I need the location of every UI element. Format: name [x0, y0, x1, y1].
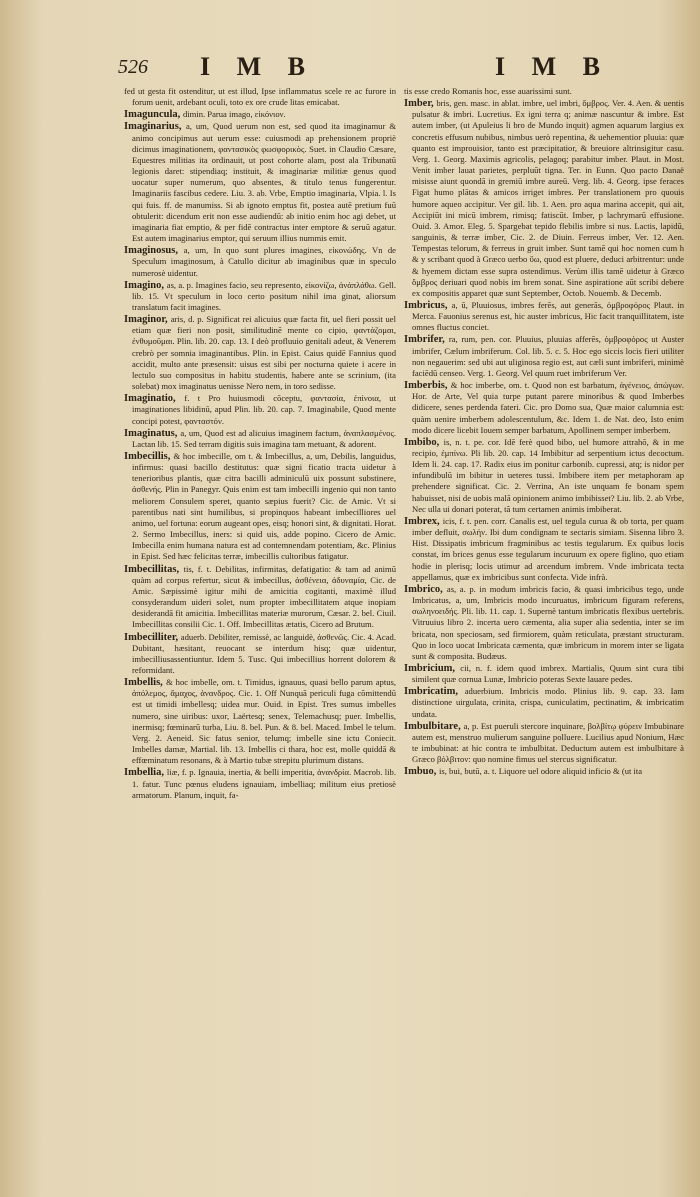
dictionary-entry: [124, 767, 396, 800]
dictionary-entry: [124, 677, 396, 766]
entry-text: is, bui, butū, a. t. Liquore uel odore aliquid inficio & (ut ita: [439, 766, 643, 777]
dictionary-entry: [404, 334, 684, 379]
entry-headword: Imbellia,: [124, 767, 167, 779]
entry-headword: Imbrifer,: [404, 334, 449, 346]
dictionary-entry: [124, 451, 396, 563]
right-column: [404, 86, 684, 1156]
dictionary-entry: [124, 121, 396, 244]
entry-text: as, a. p. in modum imbricis facio, & quasi imbricibus tego, unde Imbricatus, a, um, Imbricis modo incuruatus, imbricum figuram referens, σωληνοειδής. Pli. lib. 11. cap. 1. Supernè tantum imbricatis flexibus uertebris. Vitruuius libro 2. incerta uero cæmenta, alia super alia sedentia, inter se im bricata, non speciosam, sed firmiorem, quàm reticulata, præstant structuram. Quo in loco uocat Imbricata cæmenta, quæ imbricum in morem inter se ligata sunt & composita. Budæus.: [412, 583, 684, 661]
entry-headword: Imaginatus,: [124, 427, 181, 439]
entry-headword: Imaginor,: [124, 314, 171, 326]
dictionary-entry: [404, 721, 684, 766]
entry-text: & hoc imbelle, om. t. Timidus, ignauus, quasi bello parum aptus, ἀπόλεμος, ἄμαχος, ἀνανδρος. Cic. 1. Off Nunquã periculi fuga cõmittendū est ut timidi imbellesq; uidea mur. Ouid. in Epist. Tres sumus imbelles numero, sine uiribus: uxor, Laërtesq; senex, Telemachusq; puer. Imbellis, inermisq; fœminarū turba, Liu. 8. bel. Pun. & 8. bel. Maced. Imbel le telum. Verg. 2. Aeneid. Sic fatus senior, telumq; imbelle sine ictu Coniecit. Imbelles damæ, Martial. lib. 13. Imbellis ci thara, hoc est, molle quiddā & effœminatum resonans, & à Martio tubæ strepitu plurimum distans.: [132, 677, 396, 766]
entry-text: a, ū, Pluuiosus, imbres ferēs, aut generās, ὀμβροφόρος Plaut. in Merca. Fauonius serenus est, hic auster imbricus, Hic facit tranquillitatem, iste omnes fluctus conciet.: [412, 299, 684, 333]
entry-text: tis esse credo Romanis hoc, esse auarissimi sunt.: [404, 86, 572, 96]
entry-headword: Imber,: [404, 98, 437, 110]
entry-text: is, n. t. pe. cor. Idē ferè quod bibo, uel humore attrahō, & in me recipio, ἐμπίνω. Pli lib. 20. cap. 14 Imbibitur ad serpentium ictus decoctum. Idem li. 24. cap. 17. Radix eius im ponitur carbonib. cupressi, atq; is nidor per infundibulū im bibitur in ueteres tussi. Imbibere item per metaphoram ap prehendere significat. Cic. 2. Verrina, An iste unquam fe bonam spem habuisset, nisi de uobis malā opinionem animo imbibisset? Liu. lib. 2. ab Vrbe, Nec ulla ui donari poterat, tã tum certamen animis imbiberat.: [412, 436, 684, 514]
dictionary-entry: [124, 428, 396, 450]
entry-headword: Imbrex,: [404, 515, 443, 527]
entry-text: aduerbium. Imbricis modo. Plinius lib. 9. cap. 33. Iam distinctione uirgulata, crinita, crispa, cuniculatim, pectinatim, & imbricatim undata.: [412, 686, 684, 719]
entry-headword: Imaginarius,: [124, 121, 186, 133]
entry-text: a, um, In quo sunt plures imagines, εἰκονώδης. Vn de Speculum imaginosum, à Catullo dicitur ab imaginibus quæ in speculo numerosè uidentur.: [132, 245, 396, 278]
entry-text: as, a. p. Imagines facio, seu represento, εἰκονίζω, ἀνάπλάθω. Gell. lib. 15. Vt speculum in loco certo positum nihil ima ginat, aliorsum translatum facit imagines.: [132, 279, 396, 312]
dictionary-entry: [404, 437, 684, 515]
entry-headword: Imbrico,: [404, 583, 447, 595]
dictionary-entry: [124, 245, 396, 278]
entry-text: ra, rum, pen. cor. Pluuius, pluuias afferēs, ὀμβροφόρος ut Auster imbrifer, Cælum imbriferum. Col. lib. 5. c. 5. Hoc ego siccis locis fieri utiliter non negauerim: sed ubi aut uliginosa regio est, aut cæli sunt imbriferi, minimè faciēdū censeo. Verg. 1. Georg. Vel quum ruet imbriferum Ver.: [412, 334, 684, 378]
entry-text: f. t Pro huiusmodi cōceptu, φαντασία, ἐπίνοια, ut imaginationes libidinū, apud Plin. lib. 20. cap. 7. Imaginabile, Quod mente concipi potest, φανταστόν.: [132, 393, 396, 426]
dictionary-entry: [404, 98, 684, 299]
entry-headword: Imbricatim,: [404, 686, 465, 698]
running-head-right: I M B: [495, 52, 610, 81]
entry-text: & hoc imberbe, om. t. Quod non est barbatum, ἀγένειος, ἀπώγων. Hor. de Arte, Vel quia turpe putant parere minoribus & quod Imberbes didicere, senes perdenda fateri. Cic. pro Domo sua, Quæ maior calumnia est: quàm uenire imberbem adolescentulum, &c. Idem 1. de Nat. deo, Isto enim modo dicere licebit Iouem semper barbatum, Apollinem semper imberbem.: [412, 380, 684, 435]
page-header: [0, 52, 700, 82]
entry-text: tis, f. t. Debilitas, infirmitas, defatigatio: & tam ad animū quàm ad corpus refertur, sicut & imbecillus, ἀσθένεια, ἀδυναμία, Cic. de Amic. Sæpissimè igitur mihi de amicitia cogitanti, maximè illud consyderandum uideri solet, num propter imbecillitatem atque inopiam desiderandā fit amicitia. Imbecillitas materiæ murorum, Cæsar. 2. bel. Ciuil. Imbecillitas consilii Cic. 1. Off. Imbecillitas ætatis, Cicero ad Brutum.: [132, 563, 396, 630]
entry-headword: Imbulbitare,: [404, 720, 464, 732]
entry-text: icis, f. t. pen. corr. Canalis est, uel tegula curua & ob torta, per quam imber defluit, σωλήν. Ibi dum condignam te sectaris simiam. Sisenna libro 3. Hist. Dissipatis imbricum fragminibus ac testis tegularum. Ex quibus locis constat, im brices genus esse tegularum incuruum ex opere figlino, quo etiam hodie in plerisq; locis utimur ad arcendum imbrem. Vnde imbricata tecta appellamus, quæ ex imbricibus sunt confecta. Vide infrà.: [412, 515, 684, 582]
entry-text: a, um, Quod est ad alicuius imaginem factum, ἀναπλασμένος. Lactan lib. 15. Sed terram digitis suis imagina tam metuant, & adorent.: [132, 427, 396, 449]
dictionary-entry: [404, 686, 684, 719]
dictionary-entry: [404, 380, 684, 436]
dictionary-entry: [404, 584, 684, 662]
entry-headword: Imaguncula,: [124, 109, 183, 121]
dictionary-entry: [124, 564, 396, 631]
dictionary-entry: [404, 663, 684, 685]
dictionary-entry: [124, 393, 396, 426]
entry-headword: Imbecillis,: [124, 451, 174, 462]
entry-text: fed ut gesta fit ostenditur, ut est illud, Ipse inflammatus scele re ac furore in forum uenit, ardebant oculi, toto ex ore crude litas emicabat.: [124, 86, 396, 108]
entry-headword: Imbricus,: [404, 299, 452, 311]
entry-headword: Imbecillitas,: [124, 563, 184, 575]
dictionary-entry: [124, 280, 396, 313]
entry-text: & hoc imbecille, om t. & Imbecillus, a, um, Debilis, languidus, infirmus: quasi bacillo destitutus: quæ signi ficatio tracta uidetur à tenerioribus plantis, quæ citra bacilli adminiculū uix possunt substinere, ἀσθενής. Plin in Panegyr. Quis enim est tam imbecilli ingenio qui non tanto meliorem Consulem speret, quanto sæpius fuerit? Cic. de Amic. Vt si parentibus nati sint humilibus, si propinquos habeant imbecilliores uel animo, uel fortuna: eorum augeant opes, eisq; honori sint, & dignitati. Horat. 2. Sermo Imbecillus, iners: si quid uis, adde popino. Cicero de Amic. Imbecilla enim humana natura est ad contemnendam potentiam, &c. Plinius in Epist. Sed hæc felicitas terræ, imbecillis cultoribus fatigatur.: [132, 451, 396, 562]
dictionary-entry: [124, 314, 396, 392]
entry-text: a, p. Est pueruli stercore inquinare, βολβίτῳ φύρειν Imbubinare autem est, menstruo mulierum sanguine polluere. Lucilius apud Nonium, Hæc te imbubinat: at hic contra te imbulbitat. Deductum autem est imbulbitare à Græco βόλβιτον: quo nomine fimus uel stercus significatur.: [412, 720, 684, 765]
page-number: 526: [118, 56, 148, 78]
dictionary-entry: [404, 516, 684, 583]
entry-headword: Imbuo,: [404, 766, 440, 778]
running-head-left: I M B: [200, 52, 315, 81]
dictionary-entry: [124, 632, 396, 677]
dictionary-entry: [404, 766, 684, 777]
entry-text: dimin. Parua imago, εἰκόνιον.: [182, 109, 286, 120]
entry-text: liæ, f. p. Ignauia, inertia, & belli imperitia, ἀνανδρία. Macrob. lib. 1. fatur. Tunc pœnus eludens ignauiam, imbelliaq; militum eius pretiosè armatorum. Planum, inquit, fa-: [132, 767, 396, 800]
entry-text: bris, gen. masc. in ablat. imbre, uel imbri, ὄμβρος. Ver. 4. Aen. & uentis pulsatur & imbri. Lucretius. Ex igni terra q; animæ nascuntur & imbre. Est autem imber, (ut Apuleius li bro de Mundo inquit) agmen aquarum largius ex concretis effusum nubibus, nimbus uerò repentina, & uehementior pluuia: quæ quanto est improuisior, tanto est præcipitatior, & breuiore altrinsigitur casu. Verg. 1. Georg. Maximis agricolis, pelagoq; parabitur imber. Plaut. in Most. Venit imber lauat parietes, perpluūt tigna. Ter. in Eunn. Quo pacto Danaë misisse aiunt quondā in gremiū imbre aureū. Verg. lib. 4. Georg. ipse feraces Figat humo plātas & amicos irriget imbres. Per translationem pro quouis humore aqueo accipitur. Ver gil. lib. 1. Aen. pro aqua marina accepit, qui ait, Accipiūt ini micū imbrem, rimisq; fatiscūt. Imber, p lachrymarū effusione. Ouid. 3. Amor. Eleg. 5. Spargebat tepido flebilis imbre si nus. Lactis, lapidū, sanguinis, & terræ imber, Cic. 2. de Diuin. Ferreus imber, Ver. 12. Aen. Tempestas telorum, & ferreus in gruit imber. Sunt tamē qui hoc nomen cum h & y scribant quod à Græco uerbo ὕω, quod est pluere, deduci arbitrentur: unde & hyemem dictam esse supra ostendimus. Verùm illis tamē uidetur à Græco ὄμβρος deriuari quod nobis im brem sonat. Sine aspiratione aūt scribi debere ex compositis apparet quæ sunt September, Octob. Nouemb. & Decemb.: [412, 98, 684, 298]
entry-headword: Imaginatio,: [124, 393, 185, 405]
entry-headword: Imberbis,: [404, 380, 451, 392]
entry-text: a, um, Quod uerum non est, sed quod ita imaginamur & animo concipimus aut uerum esse: cuiusmodi ap prehensionem propriè dicimus imaginationem, φαντασικὸς φωσφορικὸς. Suet. in Claudio Cæsare, Equestres militias ita ordinauit, ut post cohorte alam, post ala Tribunatū legionis daret: stipendiaq; instituit, & imaginariæ militiæ genus quod uocatur super numerum, quo absentes, & titulo tenus fungerentur. Imaginariis fascibus cedere. Liu. 3. ab. Vrbe, Emptio imaginaria, Vlpia. l. Is qui fuis. ff. de manumiss. Si ab ignoto emptus fit, postea autē pretium fuū obtulerit: dicendum erit non esse audiendū: ab initio enim hoc agi debet, ut imaginaria fiat emptio, & per fidē contractus inter emptore & seruū agatur. Est autem imaginarius emptor, qui seruum illius nummis emit.: [132, 121, 396, 244]
entry-headword: Imbellis,: [124, 677, 167, 689]
entry-text: cii, n. f. idem quod imbrex. Martialis, Quum sint cura tibi similent quæ cornua Lunæ, Imbricio poteras Sexte lauare pedes.: [412, 662, 684, 685]
dictionary-entry: [404, 300, 684, 333]
entry-headword: Imagino,: [124, 279, 167, 291]
entry-headword: Imbecilliter,: [124, 631, 181, 643]
entry-text: aduerb. Debiliter, remissè, ac languidè, ἀσθενῶς. Cic. 4. Acad. Dubitant, hæsitant, reuocant se interdum hisq; quæ uidentur, imbecilliusassentiuntur. Idem 5. Tusc. Qui imbecillius horrent dolorem & reformidant.: [132, 631, 396, 675]
entry-text: aris, d. p. Significat rei alicuius quæ facta fit, uel fieri possit uel etiam quæ fieri non posit, similitudinē mente co cipio, φαντάζομαι, ἐνθυμοῦμαι. Plin. lib. 20. cap. 13. I deò profluuio genitali adeut, & Venerem crebrò per somnia imaginantibus. Plin. in Epist. Caius quidē Fannius quod accidit, multo ante præsensit: uisus est sibi per nocturna quiete i acere in lectulo suo compositus in habitu studentis, habere ante se scrinium, (ita solebat) mox imaginatus uenisse Nero nem, in toro sedisse.: [132, 314, 396, 392]
entry-headword: Imbibo,: [404, 436, 444, 448]
left-column: [124, 86, 396, 1146]
entry-headword: Imbricium,: [404, 662, 461, 674]
dictionary-entry: [124, 109, 396, 120]
dictionary-entry: [124, 86, 396, 108]
entry-headword: Imaginosus,: [124, 245, 184, 257]
dictionary-entry: [404, 86, 684, 97]
